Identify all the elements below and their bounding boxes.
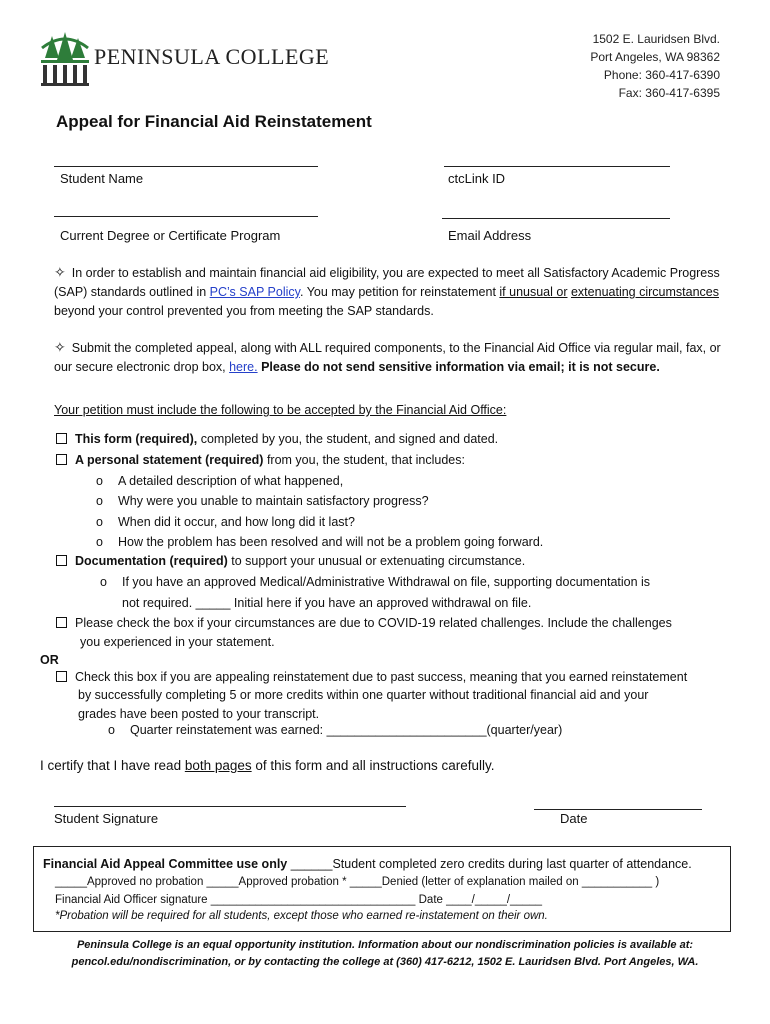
program-field[interactable] (54, 216, 318, 217)
past-success-cont: grades have been posted to your transcript. (78, 707, 320, 721)
petition-heading: Your petition must include the following to be accepted by the Financial Aid Office: (54, 403, 507, 417)
page-title: Appeal for Financial Aid Reinstatement (56, 112, 372, 131)
ctclink-id-label: ctcLink ID (448, 171, 506, 186)
list-item: o How the problem has been resolved and will not be a problem going forward. (96, 535, 544, 549)
past-success-cont: by successfully completing 5 or more credits within one quarter without traditional financial aid and your (78, 688, 649, 702)
drop-box-link[interactable]: here. (229, 360, 258, 374)
program-label: Current Degree or Certificate Program (60, 228, 281, 243)
certify-statement: I certify that I have read both pages of this form and all instructions carefully. (40, 758, 495, 773)
list-item: o Why were you unable to maintain satisfactory progress? (96, 494, 429, 508)
address-street: 1502 E. Lauridsen Blvd. (592, 32, 720, 46)
email-field[interactable] (442, 218, 670, 219)
date-label: Date (560, 811, 588, 826)
covid-item-cont: you experienced in your statement. (80, 635, 275, 649)
covid-item: Please check the box if your circumstances are due to COVID-19 related challenges. Include the challenges (56, 614, 672, 632)
tree-logo-icon (38, 28, 92, 86)
covid-checkbox[interactable] (56, 617, 67, 628)
student-signature-field[interactable] (54, 806, 406, 807)
past-success-checkbox[interactable] (56, 671, 67, 682)
ctclink-id-field[interactable] (444, 166, 670, 167)
college-logo (38, 28, 338, 86)
student-signature-label: Student Signature (54, 811, 159, 826)
checkbox-icon[interactable] (56, 454, 67, 465)
sap-policy-link[interactable]: PC’s SAP Policy (209, 285, 300, 299)
withdrawal-initial-line: not required. _____ Initial here if you have an approved withdrawal on file. (122, 596, 532, 610)
quarter-line: o Quarter reinstatement was earned: _______________________(quarter/year) (108, 723, 563, 737)
sap-paragraph: ✧ In order to establish and maintain financial aid eligibility, you are expected to meet all Satisfactory Academic Progress (SAP) standards outlined in PC’s SAP Policy. You may petition for reinstatement if unusual or extenuating circumstances beyond your control prevented you from meeting the SAP standards. (54, 264, 720, 318)
req-statement-item: A personal statement (required) from you, the student, that includes: (56, 451, 465, 469)
star-bullet-icon: ✧ (54, 339, 66, 355)
student-name-field[interactable] (54, 166, 318, 167)
star-bullet-icon: ✧ (54, 264, 66, 280)
list-item: o When did it occur, and how long did it last? (96, 515, 355, 529)
student-name-label: Student Name (60, 171, 144, 186)
committee-heading: Financial Aid Appeal Committee use only ______Student completed zero credits during last quarter of attendance. (43, 857, 692, 871)
withdrawal-item: o If you have an approved Medical/Administrative Withdrawal on file, supporting documentation is (100, 575, 651, 589)
officer-signature-line: Financial Aid Officer signature ________________________________ Date ____/_____/_____ (55, 894, 543, 906)
probation-note: *Probation will be required for all students, except those who earned re-instatement on their own. (55, 910, 548, 922)
checkbox-icon[interactable] (56, 555, 67, 566)
past-success-item: Check this box if you are appealing reinstatement due to past success, meaning that you earned reinstatement (56, 668, 687, 686)
date-field[interactable] (534, 809, 702, 810)
or-label: OR (40, 653, 59, 667)
req-form-item: This form (required), completed by you, the student, and signed and dated. (56, 430, 498, 448)
committee-box (33, 846, 731, 932)
college-name: PENINSULA COLLEGE (94, 44, 330, 69)
checkbox-icon[interactable] (56, 433, 67, 444)
footer-line-2: pencol.edu/nondiscrimination, or by contacting the college at (360) 417-6212, 1502 E. Lauridsen Blvd. Port Angeles, WA. (71, 956, 699, 968)
address-city: Port Angeles, WA 98362 (590, 50, 720, 64)
address-fax: Fax: 360-417-6395 (618, 86, 720, 100)
req-documentation-item: Documentation (required) to support your unusual or extenuating circumstance. (56, 552, 525, 570)
email-label: Email Address (448, 228, 532, 243)
footer-line-1: Peninsula College is an equal opportunity institution. Information about our nondiscrimination policies is available at: (76, 939, 694, 951)
committee-decision-line: _____Approved no probation _____Approved probation * _____Denied (letter of explanation mailed on ___________ ) (55, 876, 660, 888)
college-address (590, 30, 720, 102)
address-phone: Phone: 360-417-6390 (603, 68, 720, 82)
submission-paragraph: ✧ Submit the completed appeal, along with ALL required components, to the Financial Aid Office via regular mail, fax, or our secure electronic drop box, here. Please do not send sensitive information via email; it is not secure. (54, 339, 721, 374)
list-item: o A detailed description of what happened, (96, 474, 344, 488)
